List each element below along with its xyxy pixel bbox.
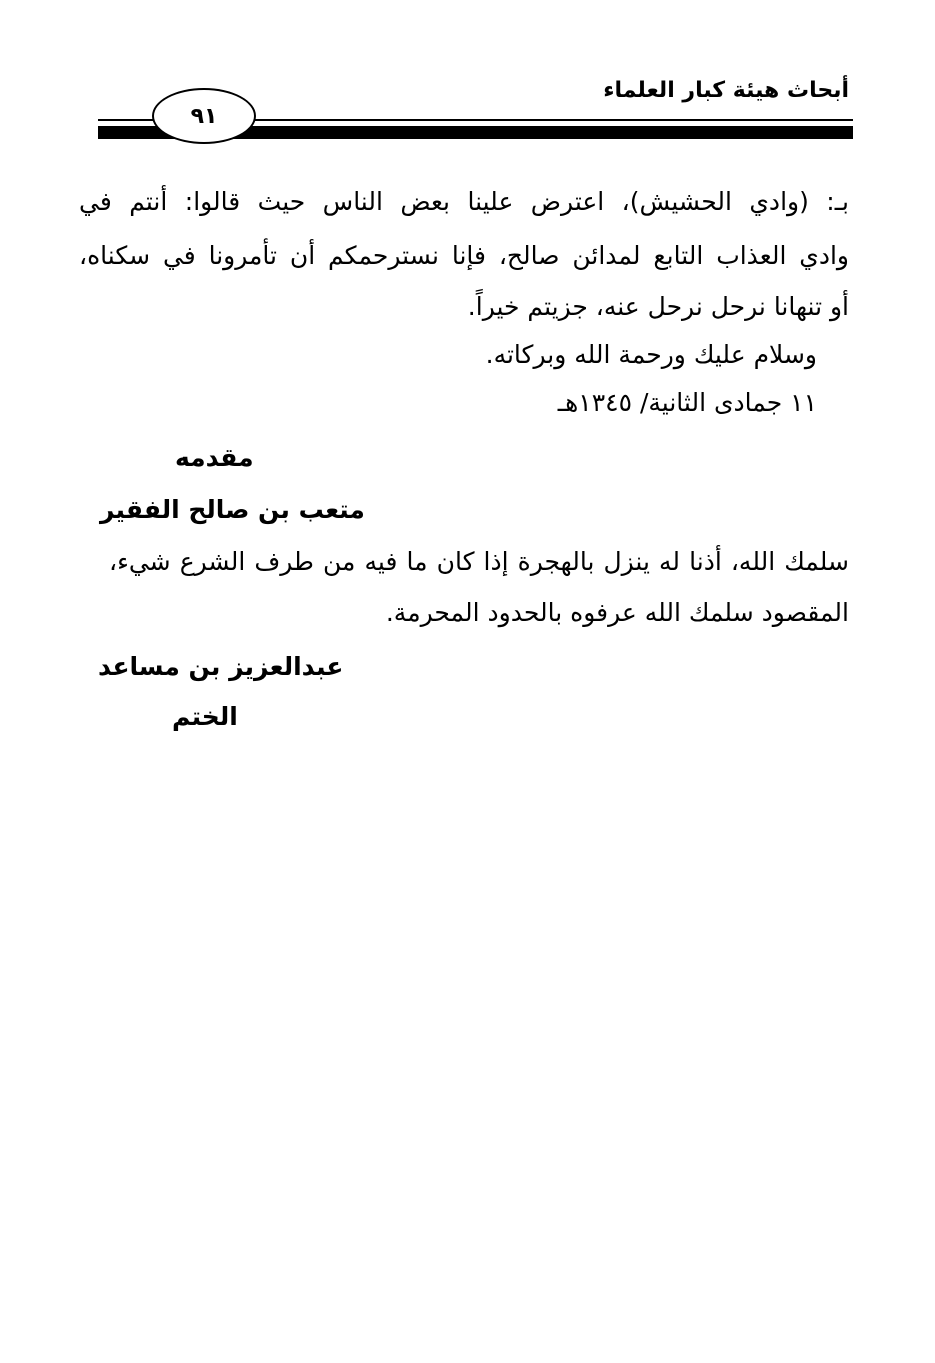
signature-title: مقدمه [175, 443, 254, 472]
closing-greeting: وسلام عليك ورحمة الله وبركاته. [485, 340, 817, 369]
reply-signature-name: عبدالعزيز بن مساعد [98, 652, 344, 681]
body-line-2: وادي العذاب التابع لمدائن صالح، فإنا نسترحمكم أن تأمرونا في سكناه، [79, 241, 849, 270]
body-line-3: أو تنهانا نرحل نرحل عنه، جزيتم خيراً. [467, 292, 849, 321]
reply-seal-label: الختم [172, 702, 238, 731]
page-number: ٩١ [190, 103, 218, 129]
reply-line-2: المقصود سلمك الله عرفوه بالحدود المحرمة. [385, 598, 849, 627]
letter-date: ١١ جمادى الثانية/ ١٣٤٥هـ [557, 388, 817, 417]
running-header-title: أبحاث هيئة كبار العلماء [603, 78, 849, 103]
page-number-oval [152, 88, 256, 144]
reply-line-1: سلمك الله، أذنا له ينزل بالهجرة إذا كان ما فيه من طرف الشرع شيء، [109, 547, 849, 576]
signature-name: متعب بن صالح الفقير [100, 495, 365, 524]
body-line-1: بـ: (وادي الحشيش)، اعترض علينا بعض الناس حيث قالوا: أنتم في [79, 187, 849, 216]
